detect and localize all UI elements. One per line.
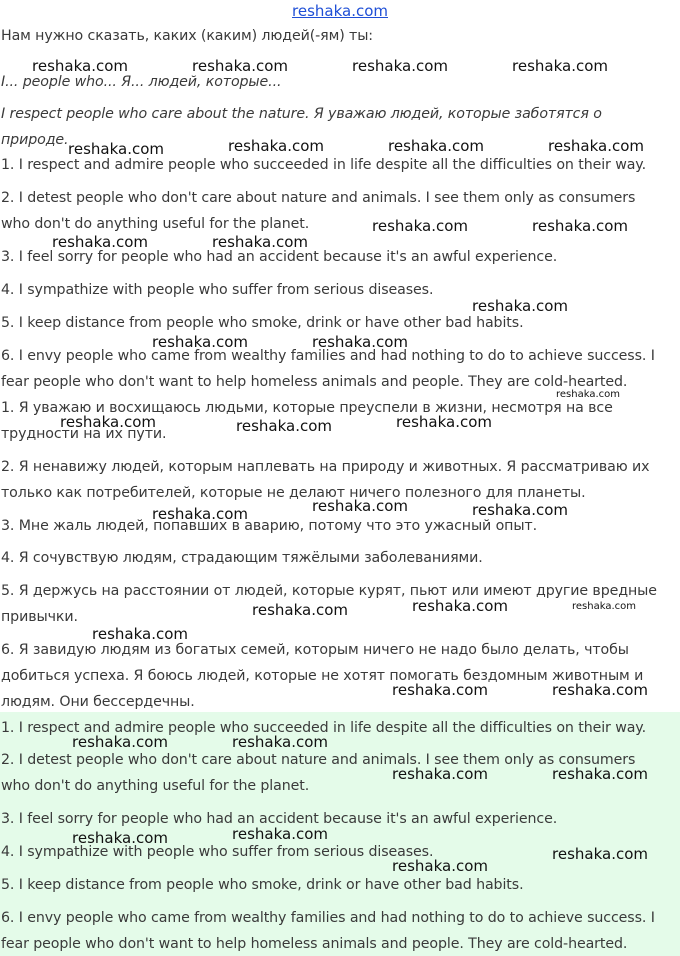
watermark: reshaka.com — [192, 57, 288, 75]
watermark: reshaka.com — [396, 413, 492, 431]
russian-item-2: 2. Я ненавижу людей, которым наплевать на природу и животных. Я рассматриваю их — [1, 459, 650, 475]
watermark: reshaka.com — [232, 733, 328, 751]
watermark: reshaka.com — [60, 413, 156, 431]
english-item-4: 4. I sympathize with people who suffer from serious diseases. — [1, 282, 434, 298]
answer-item-2: 2. I detest people who don't care about nature and animals. I see them only as consumers — [1, 752, 636, 768]
watermark: reshaka.com — [552, 681, 648, 699]
watermark: reshaka.com — [392, 681, 488, 699]
russian-item-5: 5. Я держусь на расстоянии от людей, которые курят, пьют или имеют другие вредные — [1, 583, 657, 599]
answer-item-4: 4. I sympathize with people who suffer from serious diseases. — [1, 844, 434, 860]
intro-line: Нам нужно сказать, каких (каким) людей(-ям) ты: — [1, 28, 373, 44]
english-item-6: 6. I envy people who came from wealthy families and had nothing to do to achieve success. I — [1, 348, 655, 364]
russian-item-6-end: людям. Они бессердечны. — [1, 694, 195, 710]
watermark: reshaka.com — [392, 857, 488, 875]
intro-example-cont: природе. — [1, 132, 69, 148]
english-item-5: 5. I keep distance from people who smoke, drink or have other bad habits. — [1, 315, 524, 331]
watermark: reshaka.com — [32, 57, 128, 75]
watermark: reshaka.com — [92, 625, 188, 643]
watermark: reshaka.com — [552, 765, 648, 783]
watermark: reshaka.com — [152, 505, 248, 523]
watermark: reshaka.com — [152, 333, 248, 351]
english-item-6-cont: fear people who don't want to help homeless animals and people. They are cold-hearted. — [1, 374, 628, 390]
site-header — [0, 0, 680, 24]
watermark: reshaka.com — [72, 829, 168, 847]
watermark: reshaka.com — [552, 845, 648, 863]
watermark: reshaka.com — [392, 765, 488, 783]
russian-item-5-cont: привычки. — [1, 609, 78, 625]
watermark: reshaka.com — [472, 501, 568, 519]
watermark: reshaka.com — [472, 297, 568, 315]
russian-item-3: 3. Мне жаль людей, попавших в аварию, потому что это ужасный опыт. — [1, 518, 538, 534]
watermark: reshaka.com — [252, 601, 348, 619]
answer-item-3: 3. I feel sorry for people who had an accident because it's an awful experience. — [1, 811, 558, 827]
intro-example: I respect people who care about the nature. Я уважаю людей, которые заботятся о — [1, 106, 602, 122]
watermark: reshaka.com — [572, 601, 636, 612]
watermark: reshaka.com — [232, 825, 328, 843]
watermark: reshaka.com — [72, 733, 168, 751]
watermark: reshaka.com — [68, 140, 164, 158]
answer-item-5: 5. I keep distance from people who smoke, drink or have other bad habits. — [1, 877, 524, 893]
watermark: reshaka.com — [548, 137, 644, 155]
russian-item-1: 1. Я уважаю и восхищаюсь людьми, которые преуспели в жизни, несмотря на все — [1, 400, 613, 416]
answer-item-1: 1. I respect and admire people who succeeded in life despite all the difficulties on their way. — [1, 720, 646, 736]
intro-pattern: I... people who... Я... людей, которые... — [1, 74, 282, 90]
watermark: reshaka.com — [312, 497, 408, 515]
russian-item-4: 4. Я сочувствую людям, страдающим тяжёлыми заболеваниями. — [1, 550, 483, 566]
watermark: reshaka.com — [52, 233, 148, 251]
watermark: reshaka.com — [556, 389, 620, 400]
watermark: reshaka.com — [312, 333, 408, 351]
watermark: reshaka.com — [236, 417, 332, 435]
answer-item-6-cont: fear people who don't want to help homeless animals and people. They are cold-hearted. — [1, 936, 628, 952]
english-item-2-cont: who don't do anything useful for the planet. — [1, 216, 310, 232]
english-item-3: 3. I feel sorry for people who had an accident because it's an awful experience. — [1, 249, 558, 265]
watermark: reshaka.com — [512, 57, 608, 75]
answer-item-2-cont: who don't do anything useful for the planet. — [1, 778, 310, 794]
watermark: reshaka.com — [212, 233, 308, 251]
watermark: reshaka.com — [412, 597, 508, 615]
watermark: reshaka.com — [352, 57, 448, 75]
english-item-1: 1. I respect and admire people who succeeded in life despite all the difficulties on their way. — [1, 157, 646, 173]
watermark: reshaka.com — [388, 137, 484, 155]
watermark: reshaka.com — [228, 137, 324, 155]
answer-item-6: 6. I envy people who came from wealthy families and had nothing to do to achieve success. I — [1, 910, 655, 926]
watermark: reshaka.com — [532, 217, 628, 235]
russian-item-6: 6. Я завидую людям из богатых семей, которым ничего не надо было делать, чтобы — [1, 642, 629, 658]
russian-item-2-cont: только как потребителей, которые не делают ничего полезного для планеты. — [1, 485, 586, 501]
russian-item-1-cont: трудности на их пути. — [1, 426, 167, 442]
english-item-2: 2. I detest people who don't care about nature and animals. I see them only as consumers — [1, 190, 636, 206]
watermark: reshaka.com — [372, 217, 468, 235]
russian-item-6-cont: добиться успеха. Я боюсь людей, которые не хотят помогать бездомным животным и — [1, 668, 644, 684]
site-link[interactable]: reshaka.com — [292, 2, 388, 20]
